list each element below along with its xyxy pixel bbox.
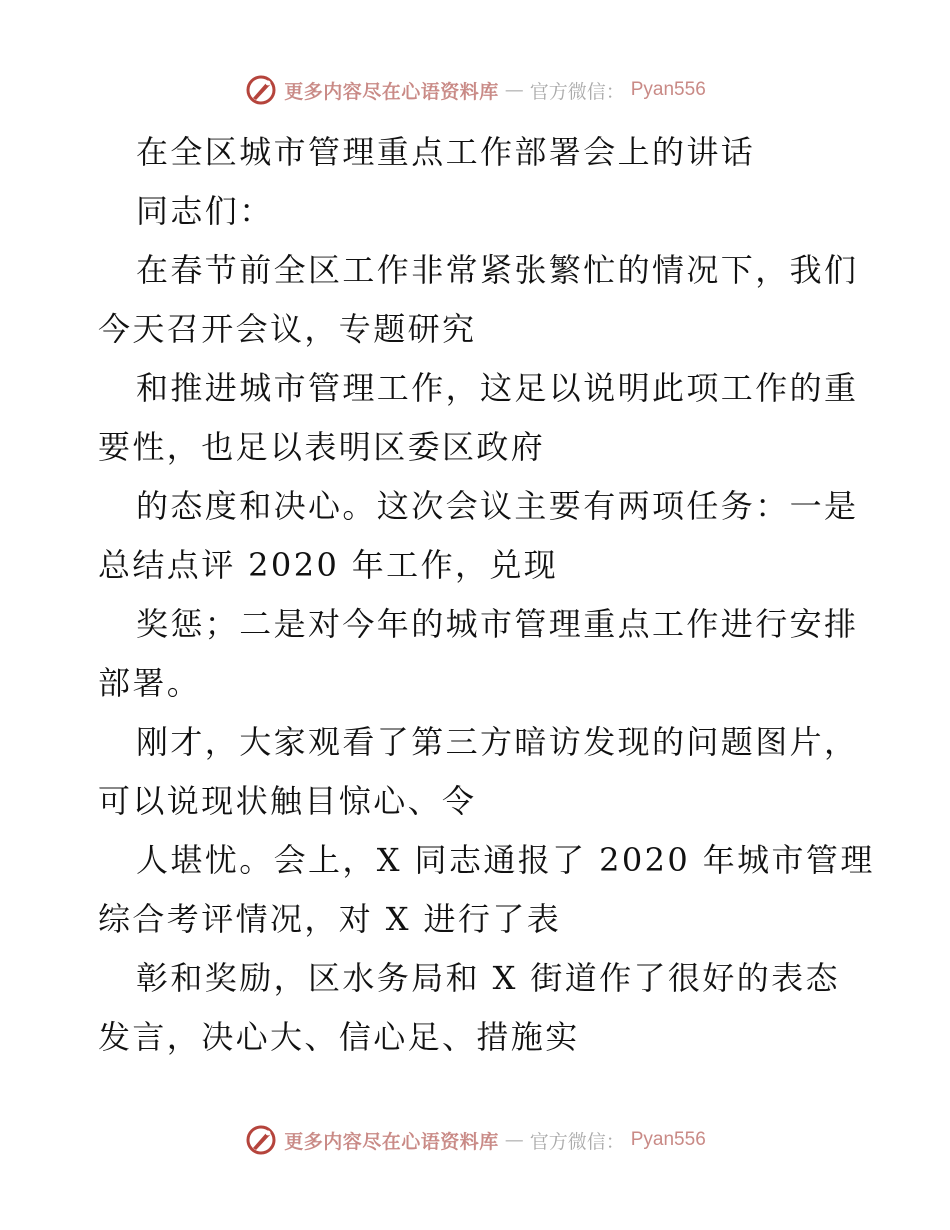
text-line: 在春节前全区工作非常紧张繁忙的情况下，我们 (136, 251, 859, 289)
text-line: 要性，也足以表明区委区政府 (98, 428, 546, 466)
watermark-id: Pyan556 (630, 79, 706, 100)
text-line: 部署。 (98, 664, 202, 702)
text-line: 的态度和决心。这次会议主要有两项任务：一是 (136, 487, 859, 525)
text-line: 综合考评情况，对 X 进行了表 (98, 900, 562, 938)
text-line: 总结点评 2020 年工作，兑现 (98, 546, 559, 584)
text-line: 和推进城市管理工作，这足以说明此项工作的重 (136, 369, 859, 407)
watermark-text: 更多内容尽在心语资料库 (284, 1130, 499, 1153)
salutation: 同志们： (136, 192, 274, 230)
watermark-label: 官方微信： (529, 1130, 625, 1153)
watermark-separator: — (504, 1129, 524, 1151)
watermark-separator: — (504, 79, 524, 101)
text-line: 发言，决心大、信心足、措施实 (98, 1018, 580, 1056)
pen-logo-icon (244, 73, 278, 107)
text-line: 人堪忧。会上，X 同志通报了 2020 年城市管理 (136, 841, 875, 879)
watermark-id: Pyan556 (630, 1129, 706, 1150)
document-body (98, 123, 875, 1067)
watermark-footer (0, 1120, 950, 1160)
document-title: 在全区城市管理重点工作部署会上的讲话 (136, 133, 756, 171)
watermark-header (0, 70, 950, 110)
watermark-label: 官方微信： (529, 80, 625, 103)
text-line: 奖惩；二是对今年的城市管理重点工作进行安排 (136, 605, 859, 643)
text-line: 可以说现状触目惊心、令 (98, 782, 477, 820)
text-line: 今天召开会议，专题研究 (98, 310, 477, 348)
text-line: 刚才，大家观看了第三方暗访发现的问题图片， (136, 723, 859, 761)
text-line: 彰和奖励，区水务局和 X 街道作了很好的表态 (136, 959, 840, 997)
pen-logo-icon (244, 1123, 278, 1157)
watermark-text: 更多内容尽在心语资料库 (284, 80, 499, 103)
